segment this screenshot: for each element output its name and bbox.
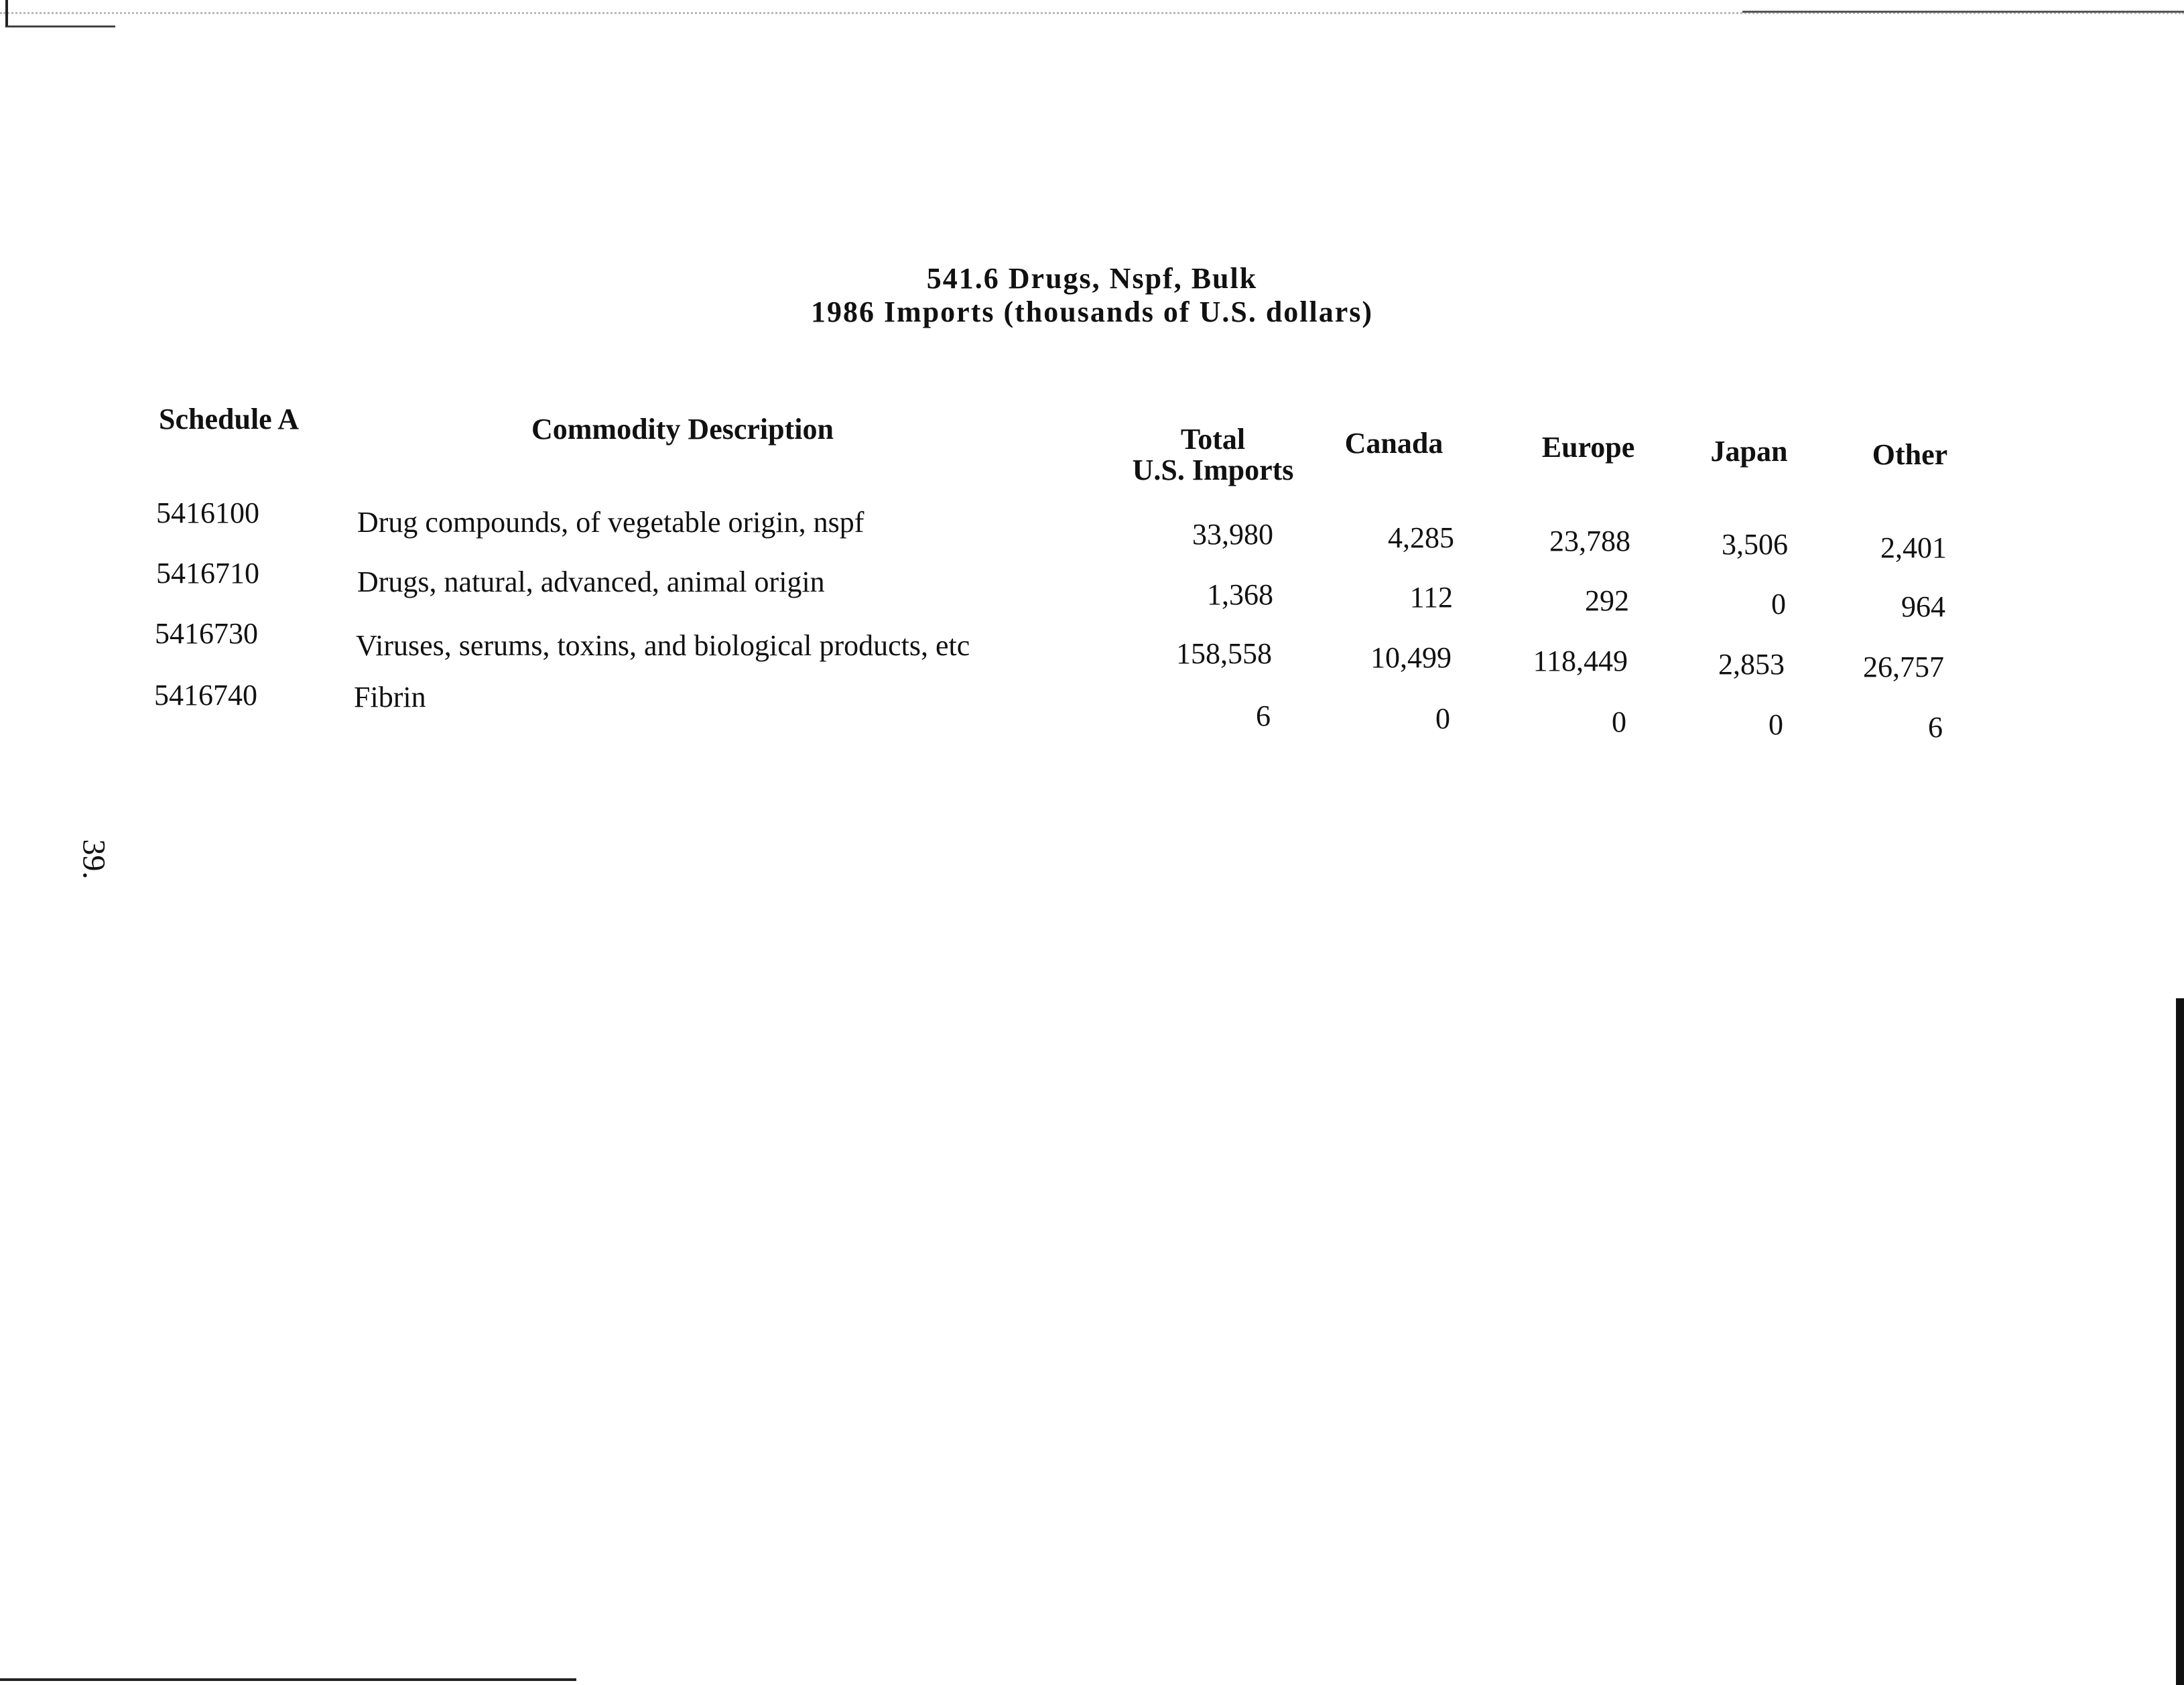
other-value: 26,757: [1863, 651, 1944, 683]
japan-value: 3,506: [1722, 528, 1788, 561]
header-europe: Europe: [1541, 431, 1635, 464]
scan-top-edge-line: [1742, 11, 2184, 13]
japan-value: 0: [1771, 588, 1786, 620]
europe-value: 23,788: [1549, 525, 1630, 557]
other-value: 6: [1928, 711, 1943, 744]
japan-value: 0: [1769, 708, 1783, 741]
canada-value: 4,285: [1388, 521, 1454, 554]
document-subtitle: 1986 Imports (thousands of U.S. dollars): [810, 295, 1374, 328]
europe-value: 292: [1585, 584, 1629, 617]
europe-value: 0: [1612, 705, 1626, 738]
europe-value: 118,449: [1533, 645, 1628, 677]
canada-value: 112: [1409, 581, 1453, 614]
total-us-imports: 158,558: [1176, 637, 1272, 670]
header-total-line1: Total: [1180, 423, 1246, 456]
commodity-description: Fibrin: [354, 681, 426, 714]
commodity-description: Drugs, natural, advanced, animal origin: [357, 565, 825, 598]
scan-corner-mark: [5, 0, 115, 27]
page-number: 39.: [76, 839, 112, 880]
scan-bottom-edge: [0, 1678, 576, 1681]
schedule-code: 5416710: [156, 557, 259, 590]
total-us-imports: 1,368: [1207, 578, 1273, 611]
header-schedule-a: Schedule A: [159, 403, 300, 435]
canada-value: 10,499: [1370, 641, 1452, 674]
total-us-imports: 33,980: [1192, 518, 1273, 551]
scan-right-edge: [2176, 998, 2184, 1685]
other-value: 2,401: [1880, 531, 1947, 564]
commodity-description: Drug compounds, of vegetable origin, nspf: [357, 506, 864, 539]
canada-value: 0: [1435, 702, 1450, 735]
header-total-line2: U.S. Imports: [1132, 454, 1294, 486]
total-us-imports: 6: [1256, 699, 1271, 732]
header-japan: Japan: [1710, 435, 1788, 468]
schedule-code: 5416100: [156, 496, 259, 529]
header-commodity-description: Commodity Description: [531, 413, 834, 446]
other-value: 964: [1901, 590, 1945, 623]
commodity-description: Viruses, serums, toxins, and biological products, etc: [356, 629, 970, 662]
schedule-code: 5416730: [155, 617, 258, 650]
schedule-code: 5416740: [154, 679, 257, 712]
header-other: Other: [1872, 438, 1948, 471]
document-title: 541.6 Drugs, Nspf, Bulk: [926, 262, 1258, 295]
header-canada: Canada: [1344, 427, 1443, 460]
japan-value: 2,853: [1718, 648, 1785, 681]
